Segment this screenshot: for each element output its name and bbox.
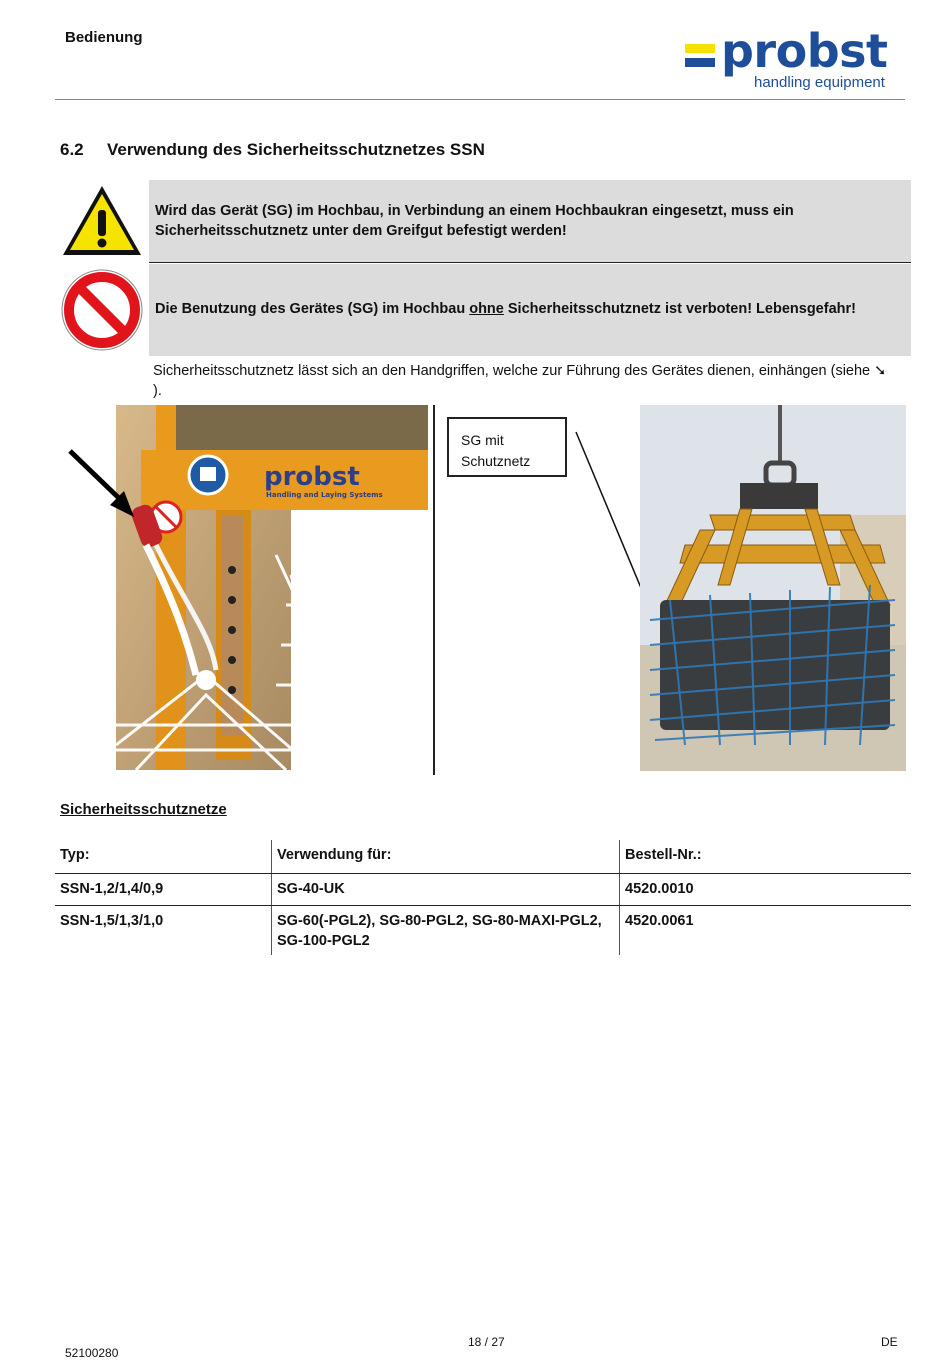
col-header-order-no: Bestell-Nr.: [620,840,912,874]
handle-photo [116,405,428,770]
warning-triangle-icon [60,183,144,259]
pointer-arrow-icon [62,445,152,535]
page-number: 18 / 27 [468,1335,505,1349]
caution-text: Wird das Gerät (SG) im Hochbau, in Verbindung an einem Hochbaukran eingesetzt, muss ein Sicherheitsschutznetz unter dem Greifgut befestigt werden! [155,203,794,239]
probst-logo [683,24,898,96]
table-row [55,874,911,906]
callout-text: SG mit Schutznetz [461,432,531,469]
col-header-type: Typ: [55,840,272,874]
prohibition-text: Die Benutzung des Gerätes (SG) im Hochbau ohne Sicherheitsschutznetz ist verboten! Lebensgefahr! [155,301,856,317]
logo-blue-bar [685,58,715,67]
table-row [55,906,911,956]
logo-yellow-bar [685,44,715,53]
prohibition-sign-icon [60,268,144,352]
section-title: Verwendung des Sicherheitsschutznetzes SSN [107,140,485,159]
prohibition-emphasis: ohne [469,301,504,317]
figure-divider [433,405,435,775]
section-number: 6.2 [60,140,84,159]
arrow-down-right-icon: ➘ [874,363,887,379]
frame-brand-sub: Handling and Laying Systems [266,491,383,499]
language-code: DE [881,1335,898,1349]
cell-usage: SG-60(-PGL2), SG-80-PGL2, SG-80-MAXI-PGL2, SG-100-PGL2 [272,906,620,956]
intro-paragraph: Sicherheitsschutznetz lässt sich an den Handgriffen, welche zur Führung des Gerätes dienen, einhängen (siehe ➘). [153,363,887,399]
header-section-label: Bedienung [65,29,143,46]
nets-table [55,840,911,955]
table-header-row [55,840,911,874]
callout-box [447,417,567,477]
cell-usage: SG-40-UK [272,874,620,906]
cell-type: SSN-1,5/1,3/1,0 [60,913,164,929]
prohibition-box [149,264,911,356]
table-heading: Sicherheitsschutznetze [60,801,227,818]
cell-order-no: 4520.0010 [620,874,912,906]
cell-type: SSN-1,2/1,4/0,9 [55,874,272,906]
logo-wordmark: probst [721,24,888,78]
col-header-usage: Verwendung für: [272,840,620,874]
frame-brand-text: probst [264,462,360,492]
document-number: 52100280 [65,1346,119,1360]
cell-order-no: 4520.0061 [620,906,912,956]
warning-box-divider [149,262,911,263]
caution-box [149,180,911,263]
header-divider [55,99,905,100]
logo-tagline: handling equipment [754,74,885,91]
gripper-net-photo [640,405,906,771]
